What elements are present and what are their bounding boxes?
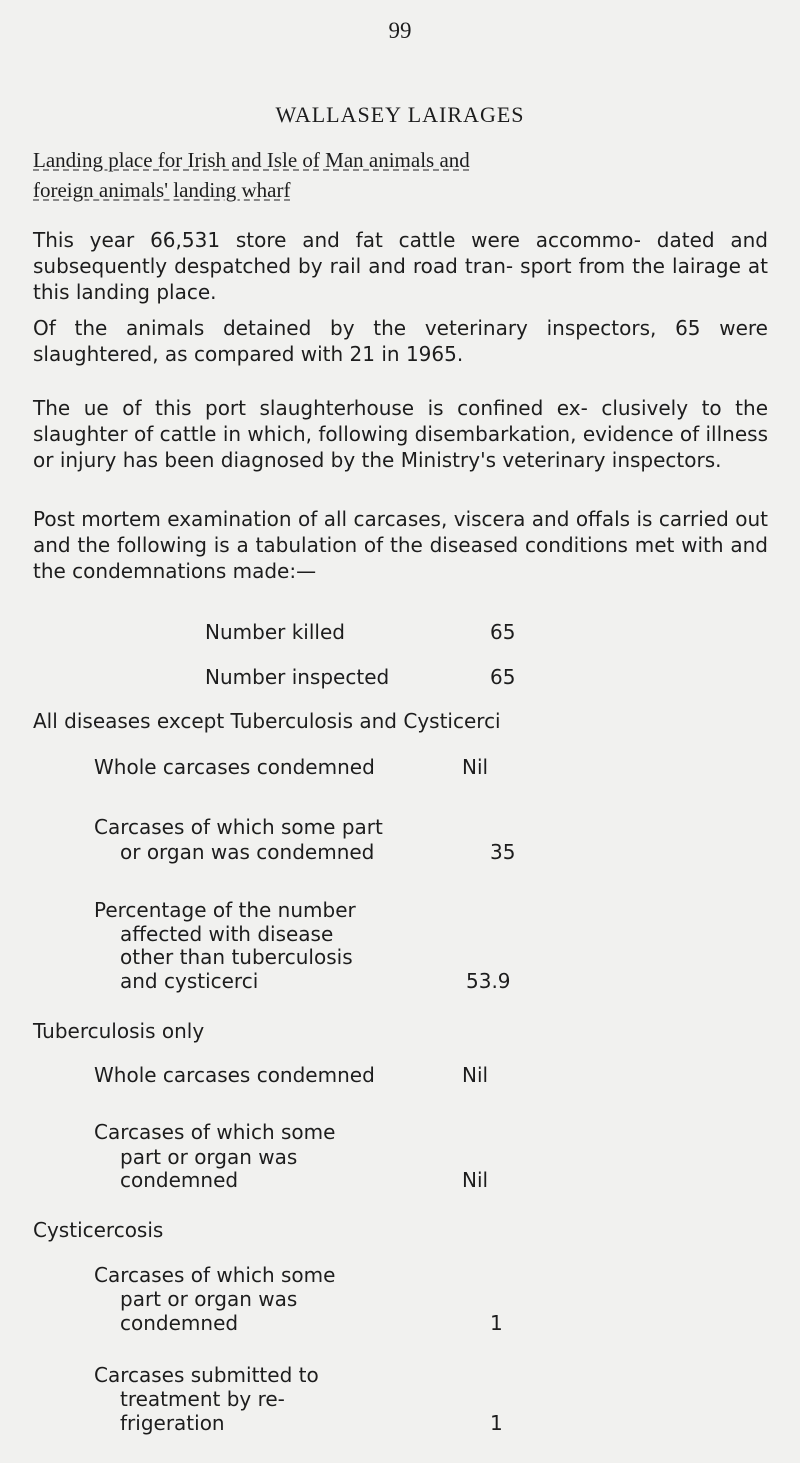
all-whole-carcases-value: Nil: [462, 755, 489, 779]
all-whole-carcases-label: Whole carcases condemned: [94, 755, 375, 779]
cyst-refrigeration-label-3: frigeration: [120, 1411, 225, 1435]
cyst-part-condemned-label-2: part or organ was: [120, 1287, 298, 1311]
tb-part-condemned-label-2: part or organ was: [120, 1145, 298, 1169]
all-part-condemned-label-1: Carcases of which some part: [94, 815, 383, 839]
subtitle-line-2: foreign animals' landing wharf: [33, 178, 291, 202]
all-percentage-label-2: affected with disease: [120, 922, 334, 946]
number-inspected-label: Number inspected: [205, 665, 390, 689]
section-cyst-heading: Cysticercosis: [33, 1218, 164, 1242]
number-killed-label: Number killed: [205, 620, 345, 644]
cyst-part-condemned-value: 1: [490, 1311, 503, 1335]
section-all-diseases-heading: All diseases except Tuberculosis and Cysticerci: [33, 709, 501, 733]
section-tb-heading: Tuberculosis only: [33, 1019, 205, 1043]
paragraph-4: Post mortem examination of all carcases, viscera and offals is carried out and the following is a tabulation of the diseased conditions met with and the condemnations made:—: [33, 507, 768, 583]
all-part-condemned-value: 35: [490, 840, 516, 864]
tb-part-condemned-label-3: condemned: [120, 1168, 239, 1192]
tb-part-condemned-value: Nil: [462, 1168, 489, 1192]
tb-whole-carcases-value: Nil: [462, 1063, 489, 1087]
cyst-refrigeration-label-2: treatment by re-: [120, 1387, 285, 1411]
all-part-condemned-label-2: or organ was condemned: [120, 840, 375, 864]
all-percentage-value: 53.9: [466, 969, 511, 993]
cyst-refrigeration-label-1: Carcases submitted to: [94, 1363, 319, 1387]
tb-whole-carcases-label: Whole carcases condemned: [94, 1063, 375, 1087]
tb-part-condemned-label-1: Carcases of which some: [94, 1120, 336, 1144]
all-percentage-label-3: other than tuberculosis: [120, 945, 353, 969]
paragraph-1: This year 66,531 store and fat cattle were accommo- dated and subsequently despatched by rail and road tran- sport from the lairage at this landing place.: [33, 228, 768, 304]
page-title: WALLASEY LAIRAGES: [275, 102, 525, 127]
cyst-part-condemned-label-1: Carcases of which some: [94, 1263, 336, 1287]
cyst-part-condemned-label-3: condemned: [120, 1311, 239, 1335]
paragraph-2: Of the animals detained by the veterinary inspectors, 65 were slaughtered, as compared with 21 in 1965.: [33, 316, 768, 366]
cyst-refrigeration-value: 1: [490, 1411, 503, 1435]
page-number: 99: [388, 18, 412, 43]
paragraph-3: The ue of this port slaughterhouse is confined ex- clusively to the slaughter of cattle in which, following disembarkation, evidence of illness or injury has been diagnosed by the Ministry's veterinary inspectors.: [33, 396, 768, 472]
all-percentage-label-1: Percentage of the number: [94, 898, 356, 922]
number-killed-value: 65: [490, 620, 516, 644]
all-percentage-label-4: and cysticerci: [120, 969, 259, 993]
subtitle-line-1: Landing place for Irish and Isle of Man animals and: [33, 148, 470, 172]
number-inspected-value: 65: [490, 665, 516, 689]
